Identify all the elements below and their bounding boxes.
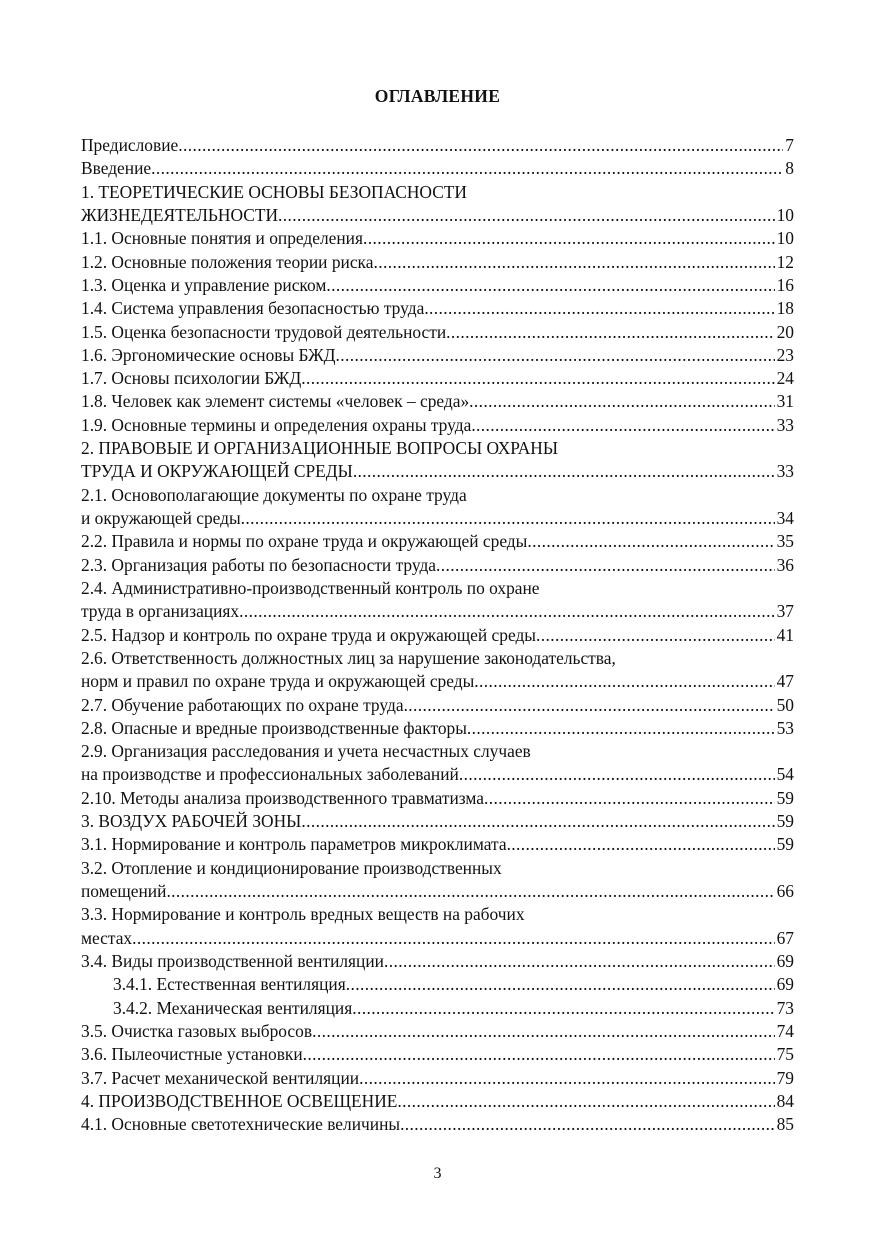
toc-leader-dots — [536, 624, 775, 647]
toc-entry — [81, 344, 794, 367]
toc-entry — [81, 950, 794, 973]
toc-entry-title: 1.6. Эргономические основы БЖД — [81, 344, 336, 365]
toc-leader-dots — [467, 717, 775, 740]
toc-entry-title: 4.1. Основные светотехнические величины — [81, 1114, 401, 1135]
toc-leader-dots — [471, 414, 774, 437]
toc-entry — [81, 227, 794, 250]
toc-entry — [81, 857, 794, 880]
toc-entry-page: 50 — [776, 694, 794, 715]
toc-entry-page: 59 — [776, 811, 794, 832]
toc-entry-page: 16 — [776, 274, 794, 295]
toc-entry — [81, 530, 794, 553]
toc-entry-page: 85 — [776, 1114, 794, 1135]
toc-leader-dots — [446, 321, 774, 344]
toc-leader-dots — [352, 997, 774, 1020]
toc-entry — [81, 274, 794, 297]
toc-entry — [81, 507, 794, 530]
toc-entry-page: 73 — [776, 997, 794, 1018]
toc-entry-page: 69 — [776, 950, 794, 971]
toc-leader-dots — [166, 880, 774, 903]
toc-entry — [81, 554, 794, 577]
toc-entry-title: 2.9. Организация расследования и учета несчастных случаев — [81, 741, 531, 762]
toc-entry — [81, 367, 794, 390]
toc-leader-dots — [384, 950, 775, 973]
toc-entry-page: 24 — [776, 368, 794, 389]
toc-leader-dots — [359, 1067, 775, 1090]
toc-entry-page: 18 — [776, 298, 794, 319]
toc-leader-dots — [301, 810, 774, 833]
toc-entry-page: 47 — [776, 671, 794, 692]
toc-entry-title: и окружающей среды — [81, 508, 241, 528]
toc-entry-title: норм и правил по охране труда и окружающей среды — [81, 671, 475, 692]
toc-entry-title: 2. ПРАВОВЫЕ И ОРГАНИЗАЦИОННЫЕ ВОПРОСЫ ОХРАНЫ — [81, 438, 558, 459]
toc-leader-dots — [241, 507, 775, 530]
toc-leader-dots — [346, 973, 775, 996]
toc-leader-dots — [474, 670, 774, 693]
toc-leader-dots — [469, 390, 774, 413]
toc-entry-title: 3. ВОЗДУХ РАБОЧЕЙ ЗОНЫ — [81, 811, 302, 832]
toc-entry — [81, 460, 794, 483]
toc-entry — [81, 903, 794, 926]
toc-entry — [81, 414, 794, 437]
toc-entry-title: 3.4.1. Естественная вентиляция — [113, 974, 346, 995]
toc-entry — [81, 390, 794, 413]
toc-entry — [81, 647, 794, 670]
toc-leader-dots — [404, 694, 775, 717]
toc-entry-page: 34 — [776, 508, 794, 528]
toc-entry-page: 41 — [776, 624, 794, 645]
toc-entry — [81, 251, 794, 274]
toc-entry-title: 2.1. Основополагающие документы по охране труда — [81, 484, 467, 505]
toc-entry-title: 3.5. Очистка газовых выбросов — [81, 1020, 313, 1041]
toc-entry-page: 10 — [776, 228, 794, 249]
toc-entry-title: ТРУДА И ОКРУЖАЮЩЕЙ СРЕДЫ — [81, 461, 353, 482]
toc-entry-title: 1.9. Основные термины и определения охраны труда — [81, 414, 472, 435]
toc-entry — [81, 717, 794, 740]
toc-entry — [81, 600, 794, 623]
toc-entry-title: 2.7. Обучение работающих по охране труда — [81, 694, 404, 715]
toc-entry — [81, 810, 794, 833]
toc-entry-title: помещений — [81, 881, 167, 901]
toc-entry — [81, 880, 794, 903]
toc-leader-dots — [507, 833, 775, 856]
toc-leader-dots — [132, 927, 775, 950]
toc-entry-page: 10 — [776, 204, 794, 225]
toc-entry-title: 4. ПРОИЗВОДСТВЕННОЕ ОСВЕЩЕНИЕ — [81, 1090, 398, 1111]
toc-entry — [81, 1043, 794, 1066]
toc-leader-dots — [484, 787, 775, 810]
toc-entry-title: 2.4. Административно-производственный контроль по охране — [81, 577, 540, 598]
toc-leader-dots — [400, 1113, 775, 1136]
page-title: ОГЛАВЛЕНИЕ — [374, 86, 501, 106]
toc-entry-title: Введение — [81, 158, 152, 179]
toc-entry — [81, 833, 794, 856]
toc-entry-title: 2.5. Надзор и контроль по охране труда и окружающей среды — [81, 624, 536, 645]
toc-entry-page: 79 — [776, 1067, 794, 1088]
toc-leader-dots — [278, 204, 775, 227]
toc-entry-title: местах — [81, 927, 133, 948]
toc-entry — [81, 787, 794, 810]
toc-entry-title: ЖИЗНЕДЕЯТЕЛЬНОСТИ — [81, 204, 279, 225]
toc-entry-title: 1.4. Система управления безопасностью труда — [81, 298, 425, 319]
toc-leader-dots — [312, 1020, 775, 1043]
toc-entry-page: 12 — [776, 251, 794, 272]
toc-leader-dots — [326, 274, 774, 297]
toc-entry-page: 7 — [785, 135, 794, 155]
toc-entry-title: Предисловие — [81, 135, 179, 155]
toc-entry-page: 74 — [776, 1020, 794, 1041]
page-number: 3 — [433, 1165, 442, 1182]
toc-entry-title: 2.3. Организация работы по безопасности труда — [81, 554, 437, 575]
toc-entry-title: 3.7. Расчет механической вентиляции — [81, 1067, 360, 1088]
toc-entry-title: 1.3. Оценка и управление риском — [81, 274, 327, 295]
toc-entry-title: 2.6. Ответственность должностных лиц за нарушение законодательства, — [81, 647, 616, 668]
toc-entry-page: 37 — [776, 601, 794, 622]
toc-entry — [81, 484, 794, 507]
toc-entry-title: труда в организациях — [81, 601, 240, 622]
toc-entry — [81, 624, 794, 647]
toc-leader-dots — [336, 344, 775, 367]
table-of-contents — [81, 134, 794, 1136]
toc-entry — [81, 1113, 794, 1136]
toc-entry-title: 1. ТЕОРЕТИЧЕСКИЕ ОСНОВЫ БЕЗОПАСНОСТИ — [81, 181, 467, 202]
toc-entry — [81, 437, 794, 460]
toc-entry-page: 59 — [776, 787, 794, 808]
toc-entry-title: 2.8. Опасные и вредные производственные факторы — [81, 717, 467, 738]
toc-entry-title: 3.4.2. Механическая вентиляция — [113, 997, 353, 1018]
toc-leader-dots — [301, 367, 774, 390]
toc-entry-page: 33 — [776, 461, 794, 482]
toc-entry-title: 2.10. Методы анализа производственного травматизма — [81, 787, 484, 808]
toc-entry-page: 69 — [776, 974, 794, 995]
toc-entry-page: 33 — [776, 414, 794, 435]
toc-entry — [81, 973, 794, 996]
toc-leader-dots — [397, 1090, 774, 1113]
toc-entry — [81, 740, 794, 763]
toc-leader-dots — [436, 554, 775, 577]
toc-entry-title: на производстве и профессиональных заболеваний — [81, 764, 459, 785]
toc-entry — [81, 997, 794, 1020]
toc-leader-dots — [527, 530, 774, 553]
toc-leader-dots — [363, 227, 775, 250]
toc-entry-page: 84 — [776, 1090, 794, 1111]
toc-entry-page: 66 — [776, 881, 794, 901]
toc-entry — [81, 577, 794, 600]
toc-entry-title: 1.5. Оценка безопасности трудовой деятельности — [81, 321, 447, 342]
toc-entry — [81, 1090, 794, 1113]
toc-entry — [81, 297, 794, 320]
toc-entry-title: 2.2. Правила и нормы по охране труда и окружающей среды — [81, 531, 528, 552]
toc-entry-page: 20 — [776, 321, 794, 342]
toc-leader-dots — [424, 297, 774, 320]
toc-entry-title: 1.8. Человек как элемент системы «человек – среда» — [81, 391, 470, 412]
toc-entry — [81, 134, 794, 157]
toc-entry-page: 59 — [776, 834, 794, 855]
toc-entry — [81, 181, 794, 204]
toc-entry-title: 3.3. Нормирование и контроль вредных веществ на рабочих — [81, 904, 525, 925]
toc-entry — [81, 694, 794, 717]
toc-entry-title: 1.7. Основы психологии БЖД — [81, 368, 302, 389]
toc-entry-title: 1.1. Основные понятия и определения — [81, 228, 363, 249]
toc-entry — [81, 670, 794, 693]
toc-leader-dots — [459, 763, 775, 786]
toc-entry — [81, 1020, 794, 1043]
toc-entry-page: 8 — [785, 158, 794, 179]
toc-entry — [81, 321, 794, 344]
toc-entry-title: 3.2. Отопление и кондиционирование производственных — [81, 857, 502, 878]
toc-entry — [81, 763, 794, 786]
toc-entry — [81, 1067, 794, 1090]
toc-entry — [81, 204, 794, 227]
toc-entry — [81, 157, 794, 180]
toc-entry-page: 23 — [776, 344, 794, 365]
toc-leader-dots — [151, 157, 783, 180]
toc-entry — [81, 927, 794, 950]
toc-entry-page: 35 — [776, 531, 794, 552]
toc-leader-dots — [239, 600, 775, 623]
toc-entry-title: 3.6. Пылеочистные установки — [81, 1044, 303, 1065]
toc-entry-title: 3.1. Нормирование и контроль параметров микроклимата — [81, 834, 507, 855]
toc-entry-page: 75 — [776, 1044, 794, 1065]
toc-entry-page: 36 — [776, 554, 794, 575]
toc-leader-dots — [373, 251, 774, 274]
toc-leader-dots — [353, 460, 775, 483]
toc-entry-page: 53 — [776, 717, 794, 738]
toc-entry-page: 67 — [776, 927, 794, 948]
toc-leader-dots — [178, 134, 783, 157]
toc-entry-title: 3.4. Виды производственной вентиляции — [81, 950, 384, 971]
toc-entry-title: 1.2. Основные положения теории риска — [81, 251, 374, 272]
toc-entry-page: 54 — [776, 764, 794, 785]
toc-entry-page: 31 — [776, 391, 794, 412]
toc-leader-dots — [303, 1043, 775, 1066]
